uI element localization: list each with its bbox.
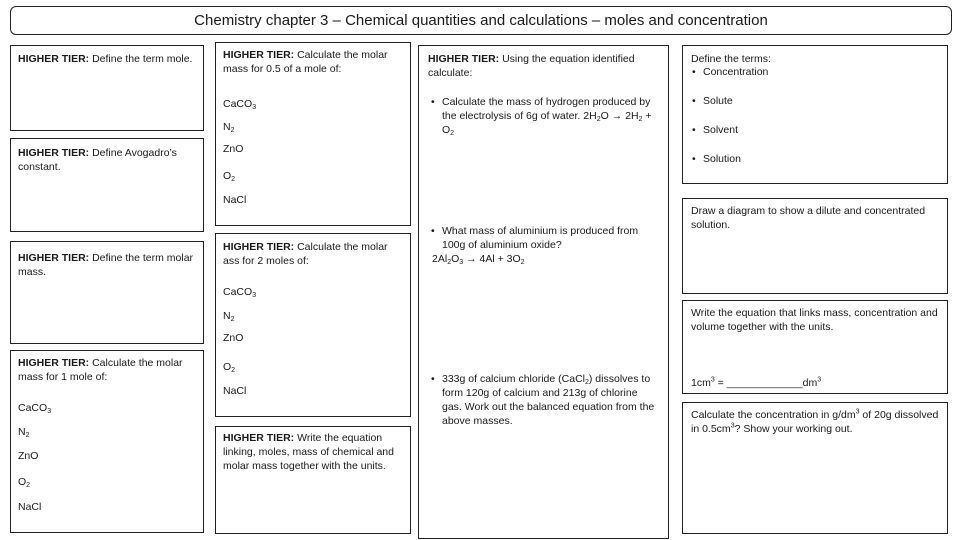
concentration-calc-box[interactable] <box>682 402 948 534</box>
molar-mass-question: HIGHER TIER: Define the term molar mass. <box>18 252 194 278</box>
calc-1mole-box[interactable] <box>10 350 204 533</box>
diagram-box[interactable] <box>682 198 948 294</box>
compound-o2: $O_2$ <box>223 361 236 374</box>
compound-caco3: CaCO$_3$ <box>18 402 52 415</box>
avogadro-question: HIGHER TIER: Define Avogadro’s constant. <box>18 147 177 173</box>
calc-2moles-question: HIGHER TIER: Calculate the molar ass for 2 moles of: <box>223 241 388 267</box>
define-mole-question: HIGHER TIER: Define the term mole. <box>18 53 193 65</box>
compound-o2: $O_2$ <box>18 476 31 489</box>
calc-1mole-question: HIGHER TIER: Calculate the molar mass for 1 mole of: <box>18 357 183 383</box>
compound-n2: $N_2$ <box>223 121 235 134</box>
define-terms-box[interactable] <box>682 45 948 184</box>
equation-question: HIGHER TIER: Write the equation linking, moles, mass of chemical and molar mass together with the units. <box>223 432 394 472</box>
term-solution: • Solution <box>703 152 741 166</box>
term-solvent: • Solvent <box>703 123 738 137</box>
calculations-intro: HIGHER TIER: Using the equation identified calculate: <box>428 53 635 79</box>
compound-nacl: NaCl <box>18 501 42 513</box>
define-terms-heading: Define the terms: <box>691 53 771 65</box>
compound-zno: ZnO <box>18 450 39 462</box>
term-concentration: • Concentration <box>703 65 768 79</box>
avogadro-box[interactable] <box>10 138 204 232</box>
compound-nacl: NaCl <box>223 194 247 206</box>
calc-half-mole-box[interactable] <box>215 42 411 226</box>
calc-2moles-box[interactable] <box>215 233 411 417</box>
compound-n2: $N_2$ <box>18 426 30 439</box>
compound-zno: ZnO <box>223 332 244 344</box>
equation-units-box[interactable] <box>682 300 948 394</box>
question-calcium-chloride: • 333g of calcium chloride (CaCl$_2$) dissolves to form 120g of calcium and 213g of chlorine gas. Work out the balanced equation from the above masses. <box>442 372 660 428</box>
compound-caco3: CaCO$_3$ <box>223 98 257 111</box>
define-mole-box[interactable] <box>10 45 204 131</box>
molar-mass-box[interactable] <box>10 241 204 344</box>
compound-o2: $O_2$ <box>223 170 236 183</box>
unit-conversion: $1cm^3$ = $\_\_\_\_\_\_\_\_\_\_\_\_\_dm^3$ <box>691 376 822 389</box>
term-solute: • Solute <box>703 94 733 108</box>
calculations-box[interactable] <box>418 45 669 539</box>
compound-caco3: CaCO$_3$ <box>223 286 257 299</box>
concentration-calc-question: Calculate the concentration in $g/dm^3$ of 20g dissolved in $0.5cm^3$? Show your working out. <box>691 408 939 435</box>
question-aluminium: • What mass of aluminium is produced from 100g of aluminium oxide? $2Al_2O_3 \to 4Al + 3O_2$ <box>442 224 657 266</box>
compound-zno: ZnO <box>223 143 244 155</box>
compound-n2: $N_2$ <box>223 310 235 323</box>
diagram-question: Draw a diagram to show a dilute and concentrated solution. <box>691 205 926 231</box>
equation-box[interactable] <box>215 426 411 534</box>
equation-units-question: Write the equation that links mass, concentration and volume together with the units. <box>691 307 938 333</box>
question-hydrogen: • Calculate the mass of hydrogen produced by the electrolysis of 6g of water. $2H_2O \to 2H_2 + O_2$ <box>442 95 664 137</box>
page-title: Chemistry chapter 3 – Chemical quantities and calculations – moles and concentration <box>10 6 952 35</box>
compound-nacl: NaCl <box>223 385 247 397</box>
calc-half-mole-question: HIGHER TIER: Calculate the molar mass for 0.5 of a mole of: <box>223 49 388 75</box>
